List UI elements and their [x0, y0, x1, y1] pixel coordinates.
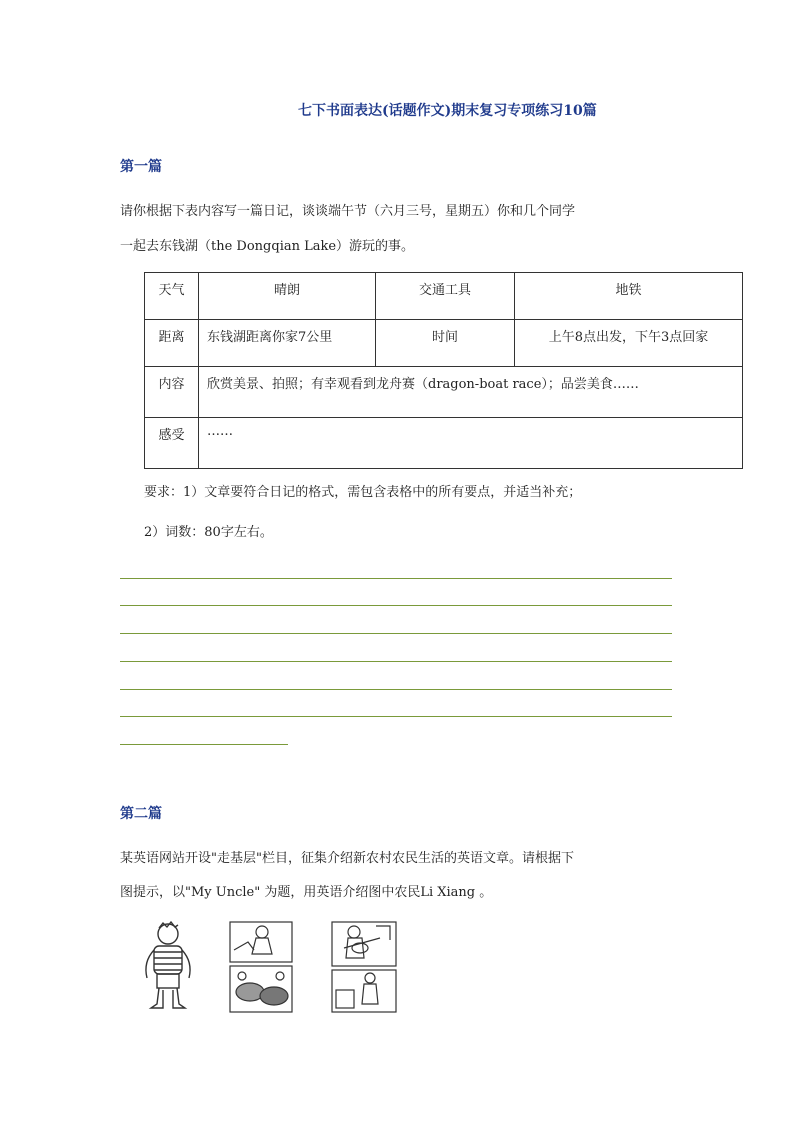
- requirement-2: 2）词数：80字左右。: [144, 525, 273, 540]
- writing-line[interactable]: [120, 605, 672, 606]
- writing-line[interactable]: [120, 578, 672, 579]
- section2-intro-line2: 图提示，以"My Uncle" 为题，用英语介绍图中农民Li Xiang 。: [120, 885, 493, 900]
- writing-line[interactable]: [120, 633, 672, 634]
- table-cell: 天气: [145, 273, 199, 320]
- diary-info-table: [144, 272, 743, 469]
- table-cell: 地铁: [515, 273, 743, 320]
- table-cell: 东钱湖距离你家7公里: [199, 320, 376, 367]
- section1-heading: 第一篇: [120, 159, 162, 175]
- section2-heading: 第二篇: [120, 806, 162, 822]
- writing-line[interactable]: [120, 744, 288, 745]
- farmer-playing-guitar-image: [330, 920, 398, 1014]
- table-row: [145, 320, 743, 367]
- writing-line[interactable]: [120, 661, 672, 662]
- table-row: [145, 418, 743, 469]
- table-cell: 距离: [145, 320, 199, 367]
- table-cell: 内容: [145, 367, 199, 418]
- table-cell: 欣赏美景、拍照；有幸观看到龙舟赛（dragon-boat race）；品尝美食……: [199, 367, 743, 418]
- farmer-figure-image: [137, 920, 199, 1012]
- table-cell: 时间: [376, 320, 515, 367]
- section1-intro-line1: 请你根据下表内容写一篇日记，谈谈端午节（六月三号，星期五）你和几个同学: [120, 204, 576, 219]
- page-title: 七下书面表达(话题作文)期末复习专项练习10篇: [298, 103, 597, 119]
- writing-line[interactable]: [120, 716, 672, 717]
- table-cell: 交通工具: [376, 273, 515, 320]
- table-cell: ……: [199, 418, 743, 469]
- section2-intro-line1: 某英语网站开设"走基层"栏目，征集介绍新农村农民生活的英语文章。请根据下: [120, 851, 574, 866]
- table-row: [145, 273, 743, 320]
- table-row: [145, 367, 743, 418]
- farmer-feeding-pigs-image: [228, 920, 294, 1014]
- table-cell: 感受: [145, 418, 199, 469]
- table-cell: 晴朗: [199, 273, 376, 320]
- table-cell: 上午8点出发，下午3点回家: [515, 320, 743, 367]
- requirement-1: 要求：1）文章要符合日记的格式，需包含表格中的所有要点，并适当补充；: [144, 485, 582, 500]
- section1-intro-line2: 一起去东钱湖（the Dongqian Lake）游玩的事。: [120, 239, 415, 254]
- writing-line[interactable]: [120, 689, 672, 690]
